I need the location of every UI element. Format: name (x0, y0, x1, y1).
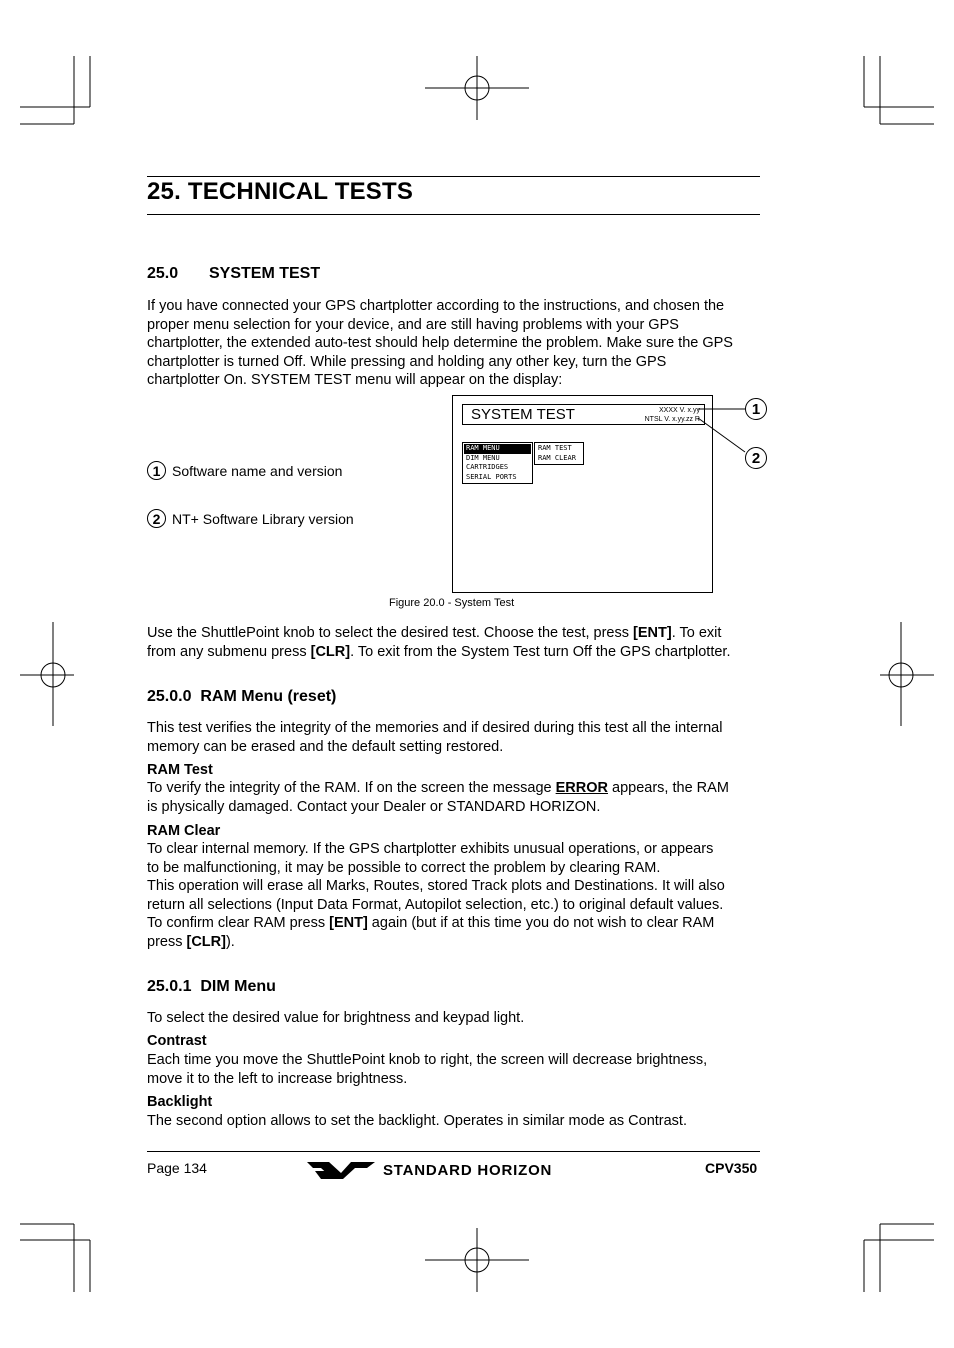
contrast-text: Each time you move the ShuttlePoint knob to right, the screen will decrease brightness, move it to the left to increase brightness. (147, 1052, 708, 1087)
brand-swoosh-icon (307, 1159, 375, 1181)
contrast-label: Contrast (147, 1033, 207, 1049)
ram-test-label: RAM Test (147, 762, 213, 778)
legend-item-1: 1 Software name and version (147, 461, 342, 480)
screen-versions: XXXX V. x.yy NTSL V. x.yy.zz R (644, 407, 700, 423)
chapter-title: 25. TECHNICAL TESTS (147, 178, 414, 205)
system-test-intro: If you have connected your GPS chartplotter according to the instructions, and chosen the proper menu selection for your device, and are still having problems with your GPS chartplotter, the extended auto-test should help determine the problem. Make sure the GPS chartplotter is turned Off. While pressing and holding any other key, turn the GPS chartplotter On. SYSTEM TEST menu will appear on the display: (147, 298, 733, 389)
menu-item-ram-menu[interactable]: RAM MENU (464, 444, 531, 454)
brand-name: STANDARD HORIZON (383, 1161, 553, 1179)
section-heading-system-test: 25.0 SYSTEM TEST (147, 265, 321, 282)
ram-menu-intro: This test verifies the integrity of the memories and if desired during this test all the internal memory can be erased and the default setting restored. (147, 720, 723, 755)
footer-rule (147, 1151, 760, 1152)
menu-item-ram-clear[interactable]: RAM CLEAR (538, 453, 576, 462)
menu-item-cartridges[interactable]: CARTRIDGES (466, 463, 509, 471)
figure-caption: Figure 20.0 - System Test (389, 597, 515, 609)
ram-clear-text: To clear internal memory. If the GPS chartplotter exhibits unusual operations, or appears to be malfunctioning, it may be possible to correct the problem by clearing RAM. This operation will erase all Marks, Routes, stored Track plots and Destinations. It will also return all selections (Input Data Format, Autopilot selection, etc.) to original default values. To confirm clear RAM press [ENT] again (but if at this time you do not wish to clear RAM press [CLR]). (147, 841, 725, 950)
usage-paragraph: Use the ShuttlePoint knob to select the desired test. Choose the test, press [ENT]. To exit from any submenu press [CLR]. To exit from the System Test turn Off the GPS chartplotter. (147, 625, 731, 660)
screen-title: SYSTEM TEST (471, 406, 575, 423)
callout-1: 1 (745, 398, 767, 420)
backlight-text: The second option allows to set the backlight. Operates in similar mode as Contrast. (147, 1113, 687, 1129)
menu-item-ram-test[interactable]: RAM TEST (538, 444, 572, 452)
brand-logo (307, 1159, 552, 1181)
section-heading-ram-menu: 25.0.0 RAM Menu (reset) (147, 688, 337, 705)
dim-menu-intro: To select the desired value for brightness and keypad light. (147, 1010, 525, 1026)
backlight-label: Backlight (147, 1094, 213, 1110)
callout-2: 2 (745, 447, 767, 469)
legend-item-2: 2 NT+ Software Library version (147, 509, 354, 528)
section-heading-dim-menu: 25.0.1 DIM Menu (147, 978, 276, 995)
menu-item-dim-menu[interactable]: DIM MENU (466, 453, 500, 462)
page-number: Page 134 (147, 1160, 207, 1176)
model-number: CPV350 (705, 1160, 758, 1176)
ram-test-text: To verify the integrity of the RAM. If on the screen the message ERROR appears, the RAM is physically damaged. Contact your Dealer or STANDARD HORIZON. (147, 780, 729, 815)
menu-item-serial-ports[interactable]: SERIAL PORTS (466, 472, 517, 481)
ram-clear-label: RAM Clear (147, 823, 221, 839)
